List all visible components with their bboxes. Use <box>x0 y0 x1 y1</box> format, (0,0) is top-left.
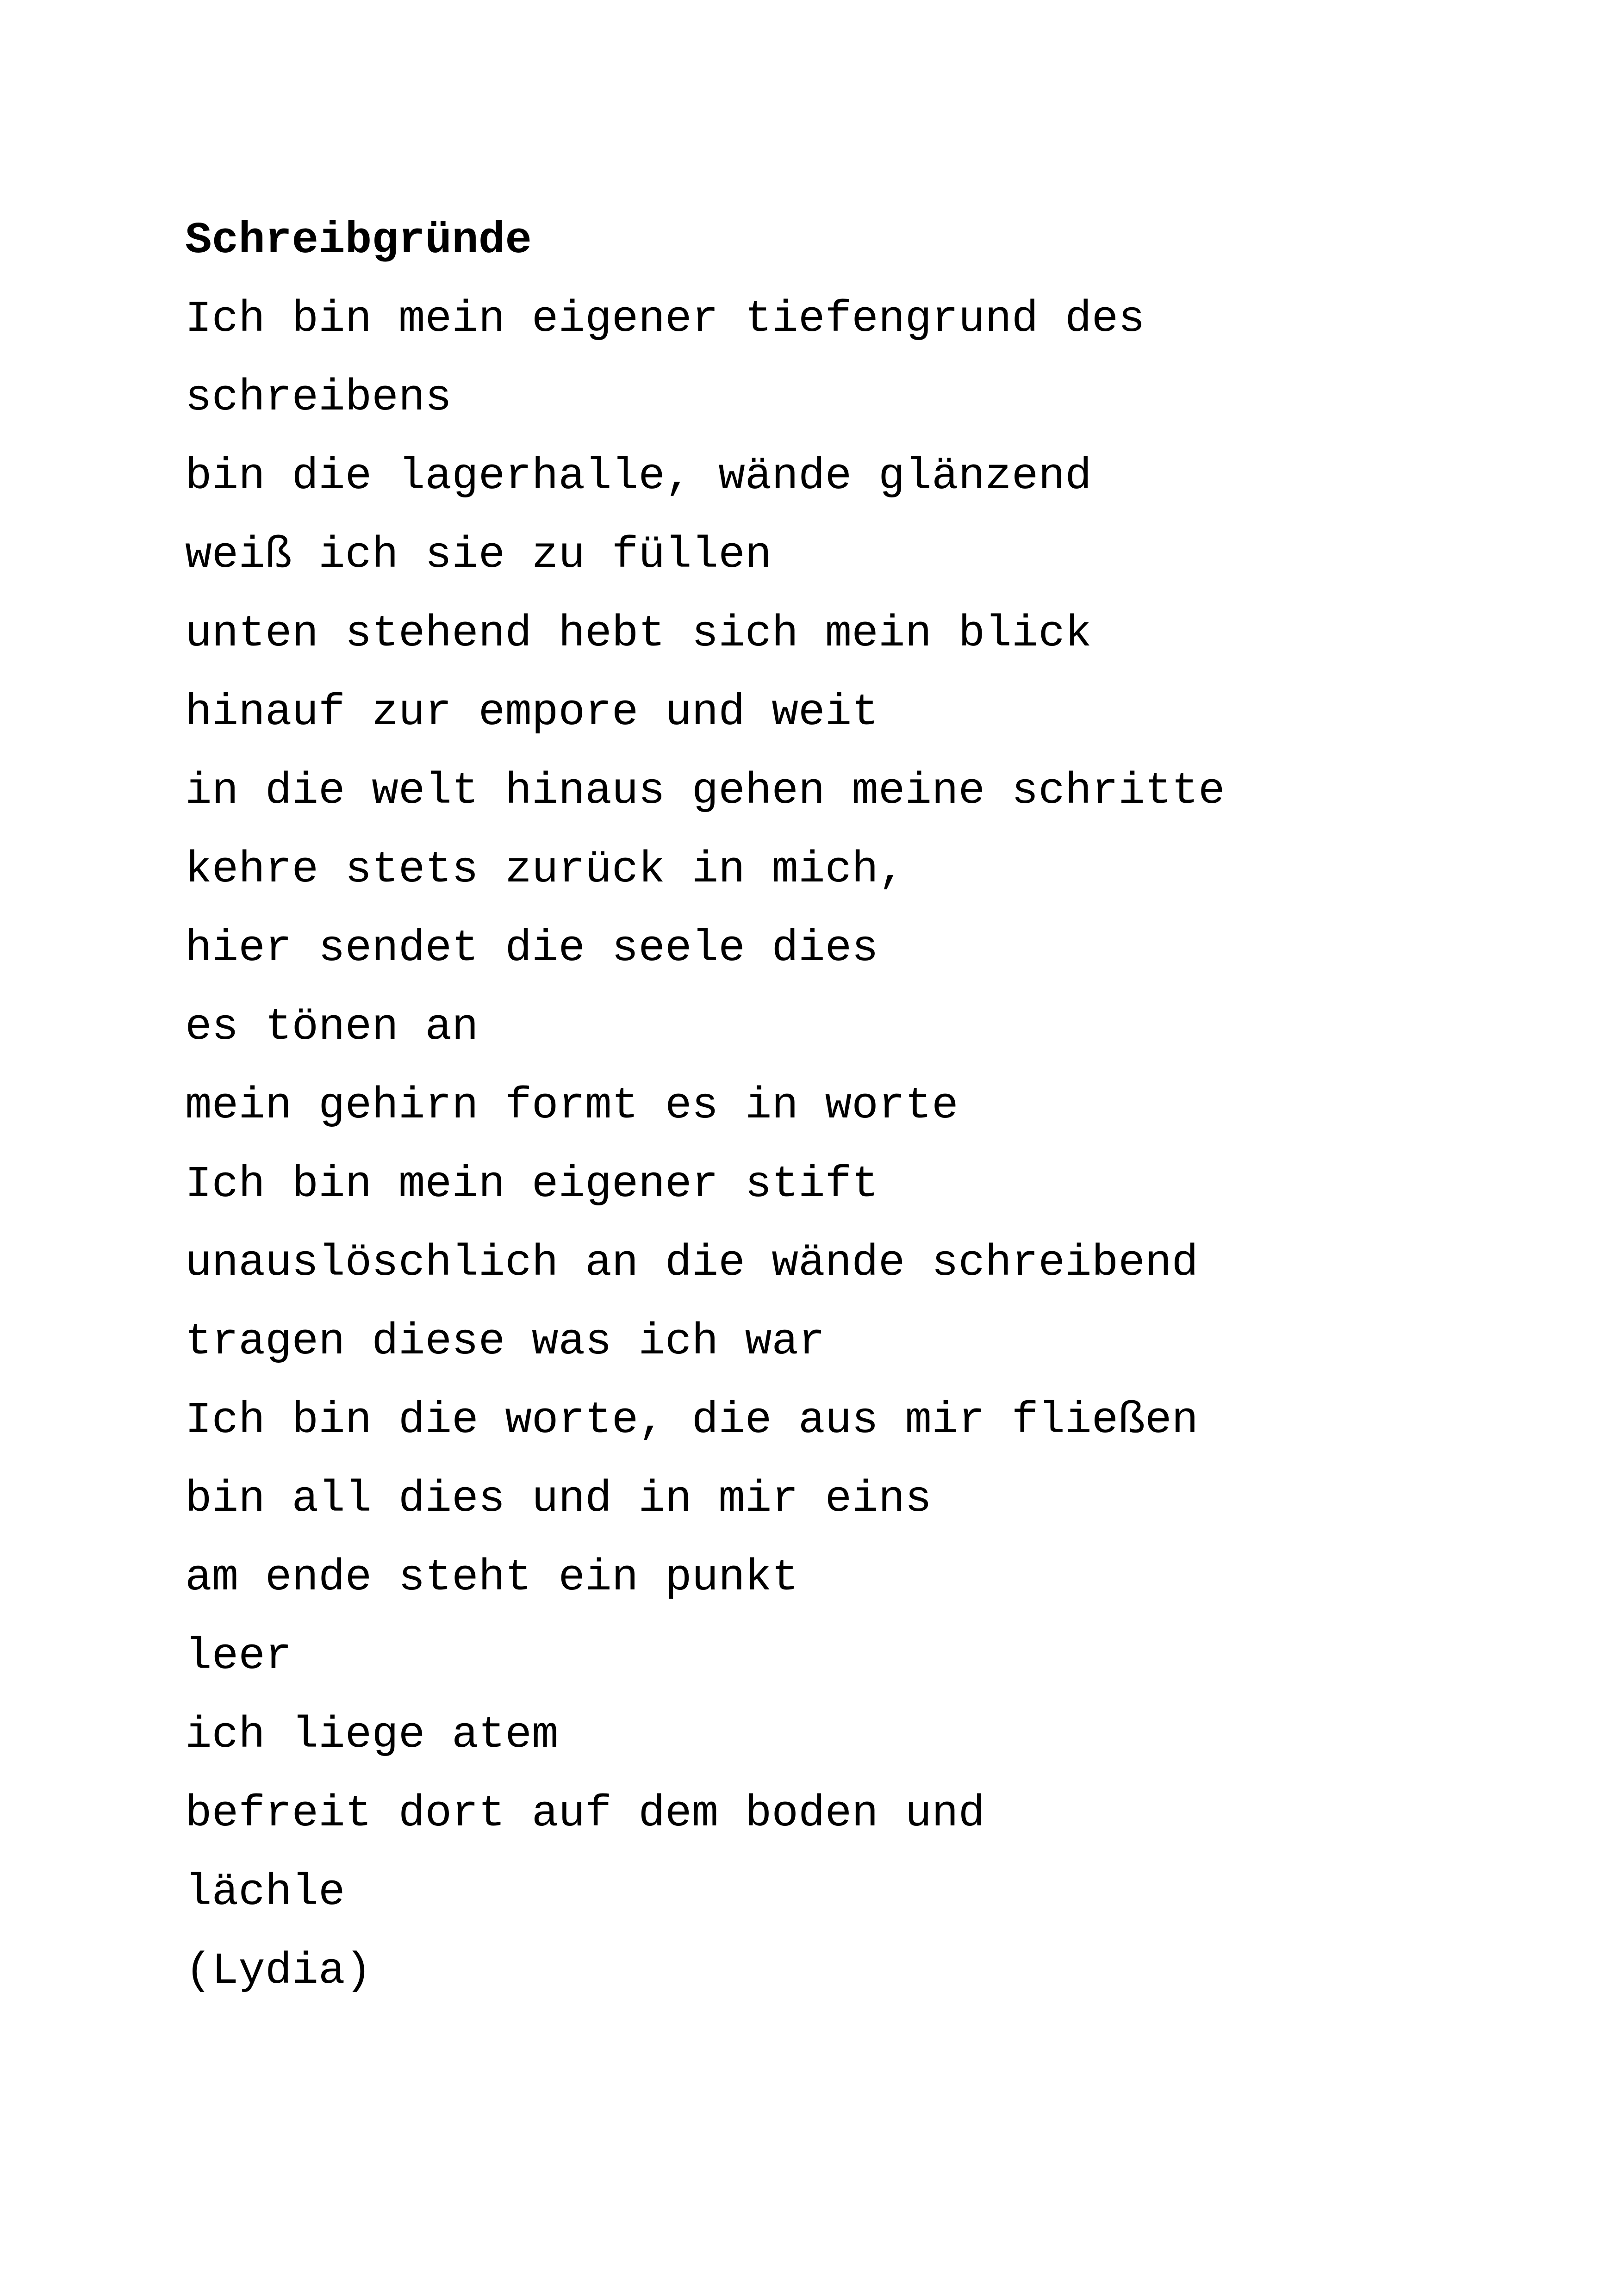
poem-title: Schreibgründe <box>185 215 532 266</box>
poem-line: befreit dort auf dem boden und <box>185 1788 985 1839</box>
poem-line: kehre stets zurück in mich, <box>185 844 905 895</box>
poem-line: Ich bin die worte, die aus mir fließen <box>185 1395 1199 1446</box>
poem-line: tragen diese was ich war <box>185 1316 825 1367</box>
poem-line: hier sendet die seele dies <box>185 923 878 974</box>
poem <box>185 201 1527 2011</box>
poem-line: bin die lagerhalle, wände glänzend <box>185 451 1092 502</box>
poem-line: hinauf zur empore und weit <box>185 687 878 738</box>
poem-author: (Lydia) <box>185 1946 372 1996</box>
poem-line: weiß ich sie zu füllen <box>185 530 772 580</box>
poem-line: bin all dies und in mir eins <box>185 1474 932 1524</box>
poem-line: mein gehirn formt es in worte <box>185 1080 958 1131</box>
poem-lines <box>185 280 1527 2011</box>
poem-line: ich liege atem <box>185 1710 559 1760</box>
poem-line: schreibens <box>185 372 452 423</box>
poem-line: Ich bin mein eigener tiefengrund des <box>185 294 1145 344</box>
poem-line: unten stehend hebt sich mein blick <box>185 608 1092 659</box>
poem-line: am ende steht ein punkt <box>185 1552 799 1603</box>
poem-line: leer <box>185 1631 292 1682</box>
poem-line: unauslöschlich an die wände schreibend <box>185 1238 1199 1288</box>
poem-line: Ich bin mein eigener stift <box>185 1159 878 1210</box>
poem-line: es tönen an <box>185 1002 479 1052</box>
poem-line: lächle <box>185 1867 345 1917</box>
poem-line: in die welt hinaus gehen meine schritte <box>185 766 1225 816</box>
